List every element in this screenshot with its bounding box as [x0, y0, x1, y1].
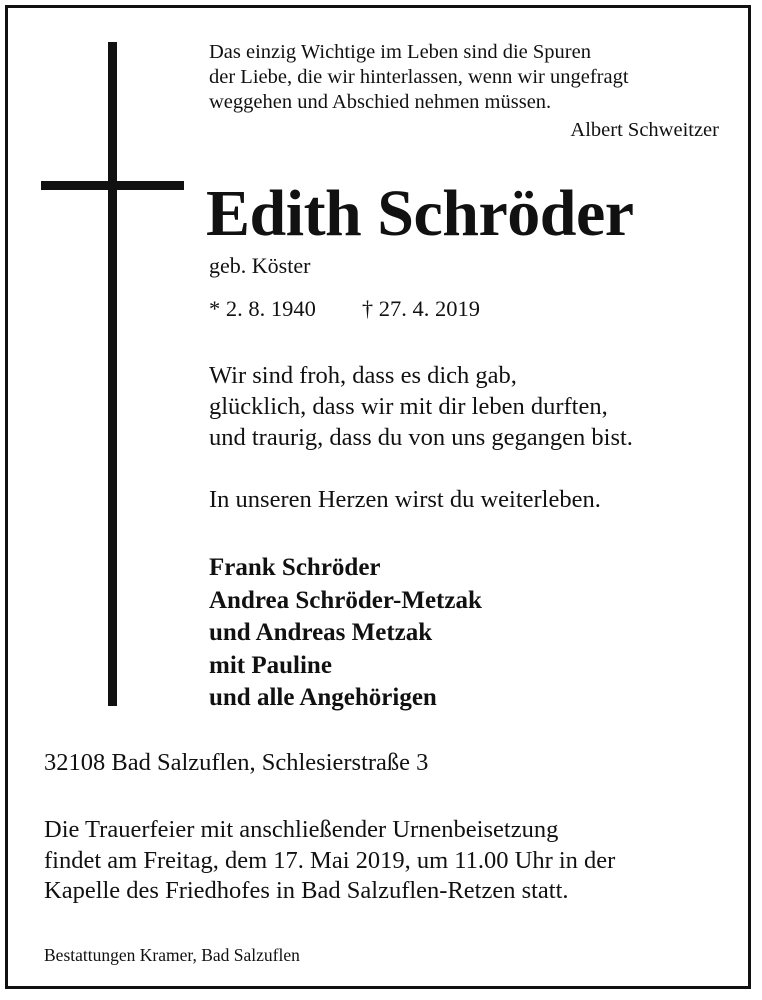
- address: 32108 Bad Salzuflen, Schlesierstraße 3: [44, 749, 429, 776]
- mourner: Frank Schröder: [209, 554, 381, 581]
- date-of-birth: * 2. 8. 1940: [209, 296, 316, 321]
- poem-line: und traurig, dass du von uns gegangen bist.: [209, 424, 633, 451]
- birth-name: geb. Köster: [209, 253, 311, 278]
- deceased-name: Edith Schröder: [206, 177, 634, 250]
- cross-vertical-bar: [108, 42, 117, 706]
- undertaker: Bestattungen Kramer, Bad Salzuflen: [44, 945, 300, 965]
- mourner: Andrea Schröder-Metzak: [209, 586, 482, 614]
- mourners-list: [209, 552, 482, 715]
- mourner: und alle Angehörigen: [209, 684, 437, 711]
- date-of-death: † 27. 4. 2019: [361, 296, 480, 321]
- life-dates: [209, 295, 480, 323]
- remembrance-line: In unseren Herzen wirst du weiterleben.: [209, 486, 601, 513]
- poem-line: glücklich, dass wir mit dir leben durften,: [209, 393, 608, 420]
- quote-line: weggehen und Abschied nehmen müssen.: [209, 91, 552, 113]
- ceremony-line: Die Trauerfeier mit anschließender Urnenbeisetzung: [44, 816, 559, 843]
- quote-text: [209, 40, 729, 115]
- ceremony-info: [44, 815, 615, 907]
- mourner: mit Pauline: [209, 651, 332, 679]
- quote-line: Das einzig Wichtige im Leben sind die Spuren: [209, 41, 591, 63]
- ceremony-line: findet am Freitag, dem 17. Mai 2019, um 11.00 Uhr in der: [44, 846, 616, 874]
- mourner: und Andreas Metzak: [209, 619, 433, 646]
- ceremony-line: Kapelle des Friedhofes in Bad Salzuflen-Retzen statt.: [44, 877, 569, 904]
- poem-line: Wir sind froh, dass es dich gab,: [209, 362, 517, 389]
- cross-horizontal-bar: [41, 181, 184, 190]
- quote-author: Albert Schweitzer: [570, 119, 719, 141]
- quote-line: der Liebe, die wir hinterlassen, wenn wir ungefragt: [209, 66, 629, 88]
- poem: [209, 360, 633, 453]
